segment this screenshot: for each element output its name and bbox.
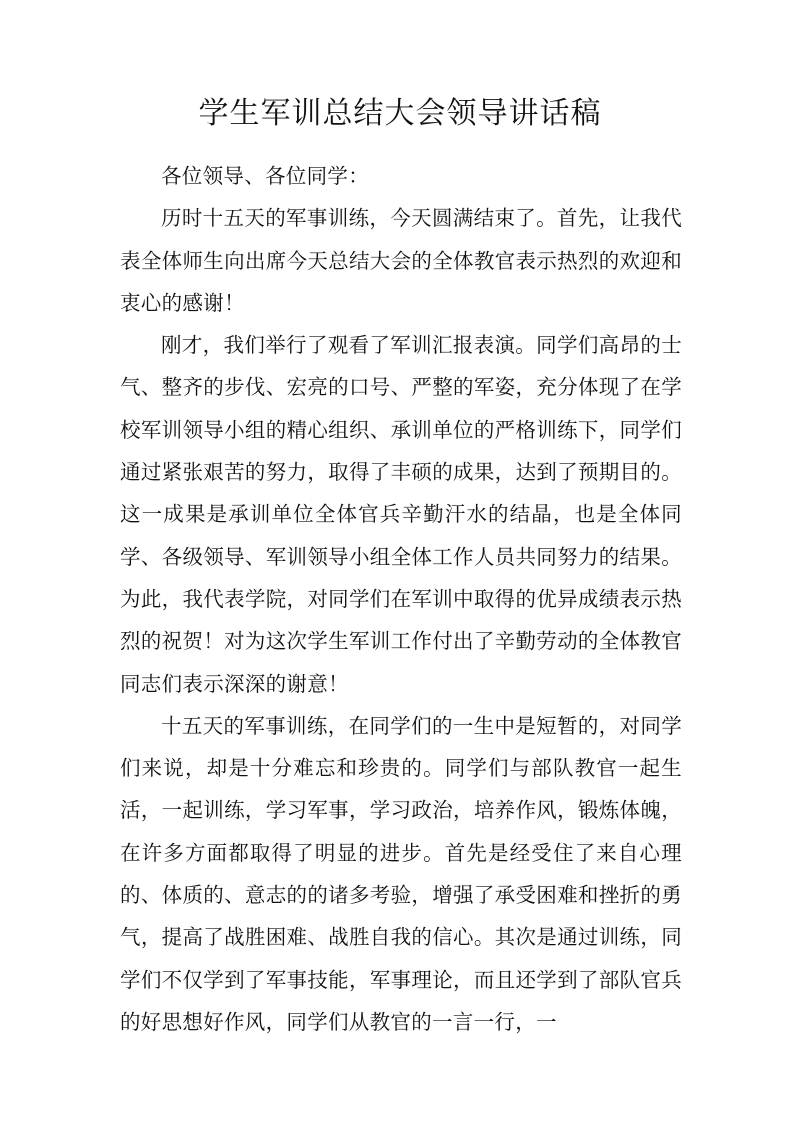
salutation: 各位领导、各位同学： [161, 164, 369, 188]
document-title: 学生军训总结大会领导讲话稿 [198, 96, 602, 131]
paragraph-2: 刚才，我们举行了观看了军训汇报表演。同学们高昂的士气、整齐的步伐、宏亮的口号、严整的军姿，充分体现了在学校军训领导小组的精心组织、承训单位的严格训练下，同学们通过紧张艰苦的努力，取得了丰硕的成果，达到了预期目的。这一成果是承训单位全体官兵辛勤汗水的结晶，也是全体同学、各级领导、军训领导小组全体工作人员共同努力的结果。为此，我代表学院，对同学们在军训中取得的优异成绩表示热烈的祝贺！对为这次学生军训工作付出了辛勤劳动的全体教官同志们表示深深的谢意！ [120, 333, 682, 696]
paragraph-1: 历时十五天的军事训练，今天圆满结束了。首先，让我代表全体师生向出席今天总结大会的全体教官表示热烈的欢迎和衷心的感谢！ [120, 206, 682, 315]
paragraph-3: 十五天的军事训练，在同学们的一生中是短暂的，对同学们来说，却是十分难忘和珍贵的。同学们与部队教官一起生活，一起训练，学习军事，学习政治，培养作风，锻炼体魄，在许多方面都取得了明显的进步。首先是经受住了来自心理的、体质的、意志的的诸多考验，增强了承受困难和挫折的勇气，提高了战胜困难、战胜自我的信心。其次是通过训练，同学们不仅学到了军事技能，军事理论，而且还学到了部队官兵的好思想好作风，同学们从教官的一言一行，一 [120, 713, 682, 1034]
document-body [120, 155, 682, 1043]
